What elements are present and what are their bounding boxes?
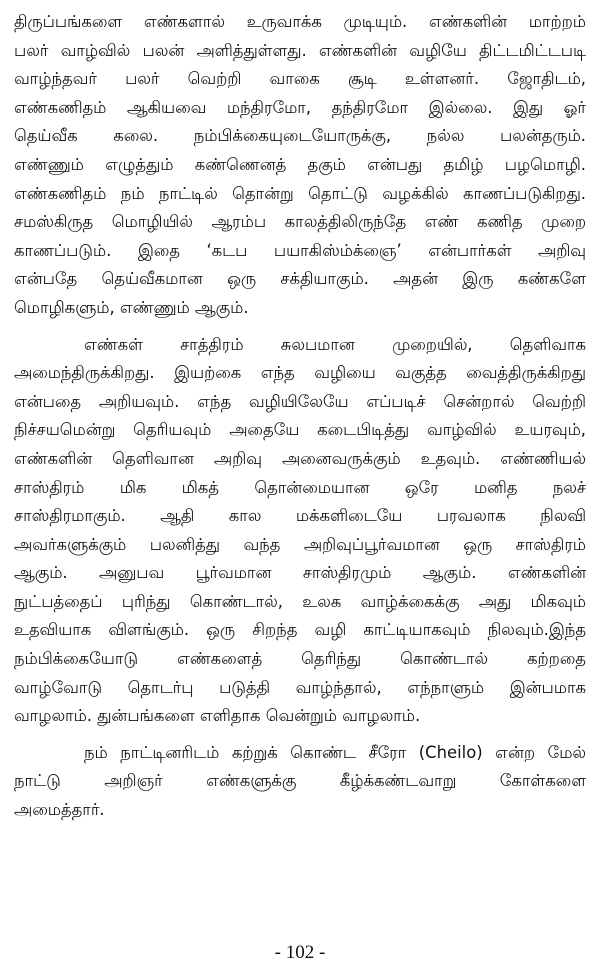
paragraph-spacer [14,731,586,739]
paragraph-3 [14,739,586,825]
text-line: தெய்வீக கலை. நம்பிக்கையுடையோருக்கு, நல்ல பலன்தரும். [14,126,586,146]
text-line: சமஸ்கிருத மொழியில் ஆரம்ப காலத்திலிருந்தே எண் கணித முறை [14,212,586,232]
text-line: எண்களின் தெளிவான அறிவு அனைவருக்கும் உதவும். எண்ணியல் [14,448,586,468]
text-line: சாஸ்திரமாகும். ஆதி கால மக்களிடையே பரவலாக நிலவி [14,506,586,526]
text-line: என்பதை அறியவும். எந்த வழியிலேயே எப்படிச் சென்றால் வெற்றி [14,391,586,411]
text-line: நாட்டு அறிஞர் எண்களுக்கு கீழ்க்கண்டவாறு கோள்களை [14,771,586,791]
text-line: எண்கள் சாத்திரம் சுலபமான முறையில், தெளிவாக [84,334,586,354]
text-line: காணப்படும். இதை ‘கடப பயாகிஸ்ம்க்ஞை’ என்பார்கள் அறிவு [14,240,586,260]
text-line: வாழ்ந்தவர் பலர் வெற்றி வாகை சூடி உள்ளனர். ஜோதிடம், [14,69,586,89]
text-line: நுட்பத்தைப் புரிந்து கொண்டால், உலக வாழ்க்கைக்கு அது மிகவும் [14,591,586,611]
paragraph-1 [14,8,586,323]
text-line: அமைந்திருக்கிறது. இயற்கை எந்த வழியை வகுத்த வைத்திருக்கிறது [14,363,586,383]
text-line: அவர்களுக்கும் பலனித்து வந்த அறிவுப்பூர்வமான ஒரு சாஸ்திரம் [14,534,586,554]
paragraph-2 [14,331,586,731]
text-line: நம் நாட்டினரிடம் கற்றுக் கொண்ட சீரோ (Cheilo) என்ற மேல் [84,742,586,762]
text-line: பலர் வாழ்வில் பலன் அளித்துள்ளது. எண்களின் வழியே திட்டமிட்டபடி [14,40,586,60]
paragraph-spacer [14,323,586,331]
text-line: அமைத்தார். [14,800,105,820]
text-line: நம்பிக்கையோடு எண்களைத் தெரிந்து கொண்டால் கற்றதை [14,649,586,669]
text-line: உதவியாக விளங்கும். ஒரு சிறந்த வழி காட்டியாகவும் நிலவும்.இந்த [14,620,586,640]
text-line: ஆகும். அனுபவ பூர்வமான சாஸ்திரமும் ஆகும். எண்களின் [14,563,586,583]
text-line: எண்ணும் எழுத்தும் கண்ணெனத் தகும் என்பது தமிழ் பழமொழி. [14,154,586,174]
text-line: என்பதே தெய்வீகமான ஒரு சக்தியாகும். அதன் இரு கண்களே [14,269,586,289]
text-line: எண்கணிதம் நம் நாட்டில் தொன்று தொட்டு வழக்கில் காணப்படுகிறது. [14,183,586,203]
page-number: - 102 - [274,942,326,963]
text-line: திருப்பங்களை எண்களால் உருவாக்க முடியும். எண்களின் மாற்றம் [14,12,586,31]
text-line: சாஸ்திரம் மிக மிகத் தொன்மையான ஒரே மனித நலச் [14,477,586,497]
text-line: வாழலாம். துன்பங்களை எளிதாக வென்றும் வாழலாம். [14,706,421,726]
text-line: வாழ்வோடு தொடர்பு படுத்தி வாழ்ந்தால், எந்நாளும் இன்பமாக [14,677,586,697]
text-line: எண்கணிதம் ஆகியவை மந்திரமோ, தந்திரமோ இல்லை. இது ஓர் [14,97,586,117]
text-line: நிச்சயமென்று தெரியவும் அதையே கடைபிடித்து வாழ்வில் உயரவும், [14,420,586,440]
text-line: மொழிகளும், எண்ணும் ஆகும். [14,297,249,317]
page-body [14,8,586,825]
